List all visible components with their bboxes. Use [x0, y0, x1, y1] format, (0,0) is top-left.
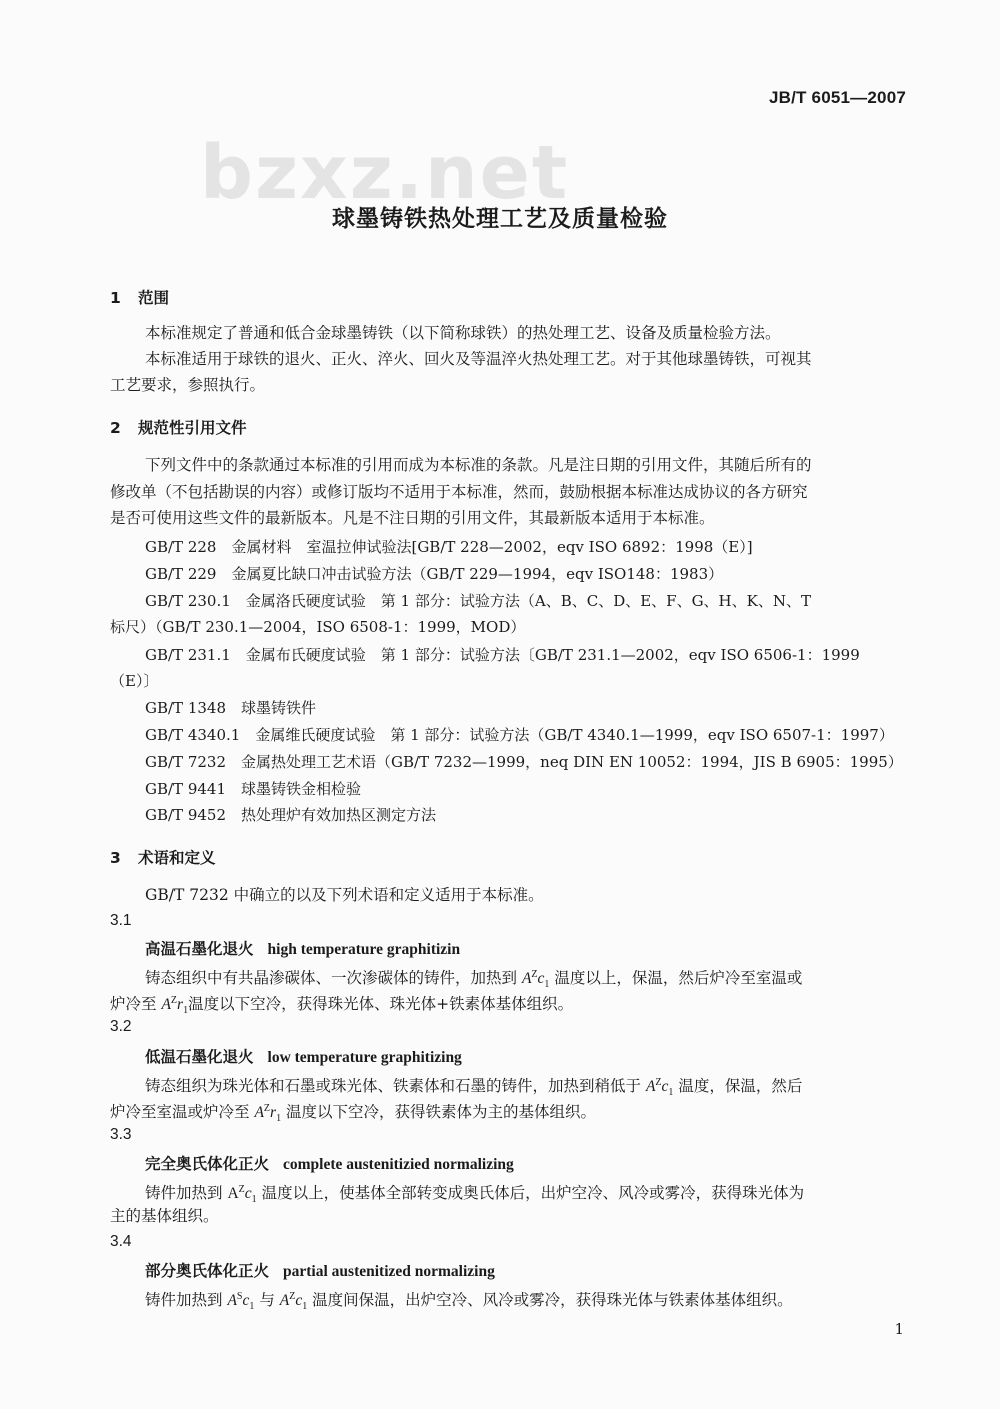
term-heading: 低温石墨化退火 low temperature graphitizing	[145, 1047, 462, 1066]
section-3-heading: 3 术语和定义	[110, 849, 216, 867]
section-1-heading: 1 范围	[110, 289, 170, 307]
page-number: 1	[894, 1320, 904, 1338]
section-2-heading: 2 规范性引用文件	[110, 419, 247, 437]
section-1-para-2: 本标准适用于球铁的退火、正火、淬火、回火及等温淬火热处理工艺。对于其他球墨铸铁，可视其	[145, 350, 812, 368]
symbol-asc1: $A^Sc_1$	[227, 1291, 255, 1313]
section-2-intro-3: 是否可使用这些文件的最新版本。凡是不注日期的引用文件，其最新版本适用于本标准。	[110, 509, 715, 527]
section-2-intro-2: 修改单（不包括勘误的内容）或修订版均不适用于本标准，然而，鼓励根据本标准达成协议的各方研究	[110, 483, 808, 501]
term-heading: 部分奥氏体化正火 partial austenitized normalizing	[145, 1261, 495, 1280]
reference-item: GB/T 229 金属夏比缺口冲击试验方法（GB/T 229—1994，eqv ISO148：1983）	[145, 565, 724, 583]
term-heading: 高温石墨化退火 high temperature graphitizin	[145, 939, 461, 958]
term-definition: 铸态组织中有共晶渗碳体、一次渗碳体的铸件，加热到 $A^Zc_1$ 温度以上，保温，然后炉冷至室温或	[145, 969, 803, 991]
symbol-azr1: $A^Zr_1$	[254, 1103, 282, 1125]
reference-item: GB/T 9441 球墨铸铁金相检验	[145, 780, 362, 798]
term-number: 3.1	[110, 912, 132, 929]
section-2-intro-1: 下列文件中的条款通过本标准的引用而成为本标准的条款。凡是注日期的引用文件，其随后所有的	[145, 456, 812, 474]
page-title: 球墨铸铁热处理工艺及质量检验	[332, 206, 668, 232]
symbol-azc1: $A^Zc_1$	[645, 1077, 674, 1099]
term-definition: 铸态组织为珠光体和石墨或珠光体、铁素体和石墨的铸件，加热到稍低于 $A^Zc_1$ 温度，保温，然后	[145, 1077, 803, 1099]
symbol-azr1: $A^Zr_1$	[161, 995, 189, 1017]
reference-item: GB/T 7232 金属热处理工艺术语（GB/T 7232—1999，neq DIN EN 10052：1994，JIS B 6905：1995）	[145, 753, 903, 771]
standard-code: JB/T 6051—2007	[769, 88, 906, 107]
symbol-azc1: $A^Zc_1$	[227, 1184, 257, 1206]
symbol-azc1: $A^Zc_1$	[521, 969, 550, 991]
section-1-para-2-cont: 工艺要求，参照执行。	[110, 376, 266, 394]
term-definition-cont: 炉冷至 $A^Zr_1$温度以下空冷，获得珠光体、珠光体+铁素体基体组织。	[110, 995, 574, 1017]
reference-item: GB/T 1348 球墨铸铁件	[145, 699, 317, 717]
reference-item-cont: 标尺）（GB/T 230.1—2004，ISO 6508-1：1999，MOD）	[110, 618, 526, 636]
reference-item: GB/T 230.1 金属洛氏硬度试验 第 1 部分：试验方法（A、B、C、D、E、F、G、H、K、N、T	[145, 592, 811, 610]
reference-item: GB/T 4340.1 金属维氏硬度试验 第 1 部分：试验方法（GB/T 4340.1—1999，eqv ISO 6507-1：1997）	[145, 726, 894, 744]
section-3-intro: GB/T 7232 中确立的以及下列术语和定义适用于本标准。	[145, 886, 544, 904]
term-heading: 完全奥氏体化正火 complete austenitizied normalizing	[145, 1154, 514, 1173]
symbol-azc1: $A^Zc_1$	[279, 1291, 308, 1313]
term-definition: 铸件加热到 $A^Zc_1$ 温度以上，使基体全部转变成奥氏体后，出炉空冷、风冷或雾冷，获得珠光体为	[145, 1184, 805, 1206]
term-number: 3.3	[110, 1126, 132, 1143]
term-number: 3.2	[110, 1018, 132, 1035]
term-definition-cont: 主的基体组织。	[110, 1207, 219, 1225]
reference-item-cont: （E）〕	[110, 672, 159, 690]
reference-item: GB/T 9452 热处理炉有效加热区测定方法	[145, 806, 437, 824]
reference-item: GB/T 228 金属材料 室温拉伸试验法[GB/T 228—2002，eqv ISO 6892：1998（E）]	[145, 538, 753, 556]
term-definition-cont: 炉冷至室温或炉冷至 $A^Zr_1$ 温度以下空冷，获得铁素体为主的基体组织。	[110, 1103, 597, 1125]
section-1-para-1: 本标准规定了普通和低合金球墨铸铁（以下简称球铁）的热处理工艺、设备及质量检验方法。	[145, 324, 781, 342]
term-definition: 铸件加热到 $A^Sc_1$ 与 $A^Zc_1$ 温度间保温，出炉空冷、风冷或雾冷，获得珠光体与铁素体基体组织。	[145, 1291, 793, 1313]
term-number: 3.4	[110, 1233, 132, 1250]
reference-item: GB/T 231.1 金属布氏硬度试验 第 1 部分：试验方法〔GB/T 231.1—2002，eqv ISO 6506-1：1999	[145, 646, 860, 664]
watermark: bzxz.net	[200, 130, 570, 216]
